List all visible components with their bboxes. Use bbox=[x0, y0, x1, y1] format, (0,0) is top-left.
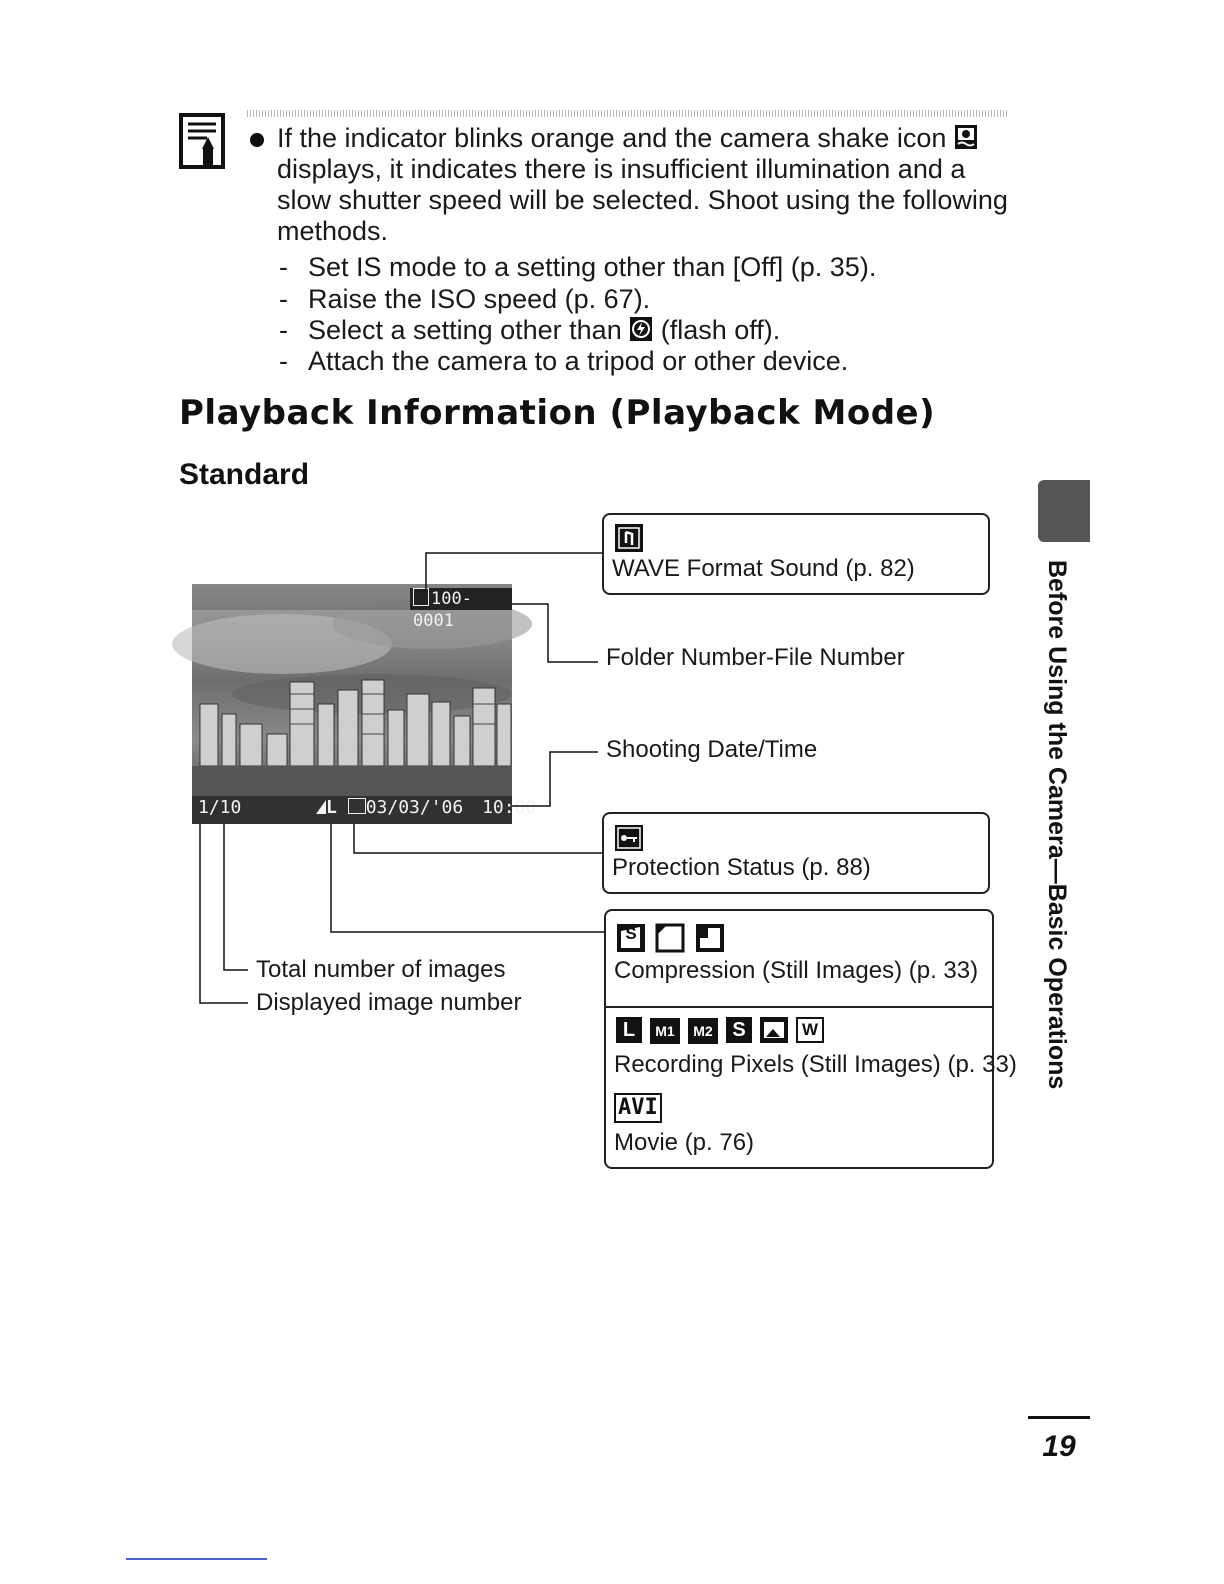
recording-pixel-icons bbox=[616, 1017, 824, 1044]
protection-status-box bbox=[602, 812, 990, 894]
section-subtitle: Standard bbox=[179, 458, 310, 491]
callout-shooting-datetime: Shooting Date/Time bbox=[606, 736, 818, 763]
wave-format-label: WAVE Format Sound (p. 82) bbox=[612, 555, 915, 582]
small-pixel-icon: S bbox=[726, 1017, 752, 1043]
file-number-display: 100-0001 bbox=[410, 588, 512, 610]
recording-pixels-label: Recording Pixels (Still Images) (p. 33) bbox=[614, 1051, 1017, 1078]
wave-sound-icon bbox=[614, 523, 644, 553]
note-text-cont: displays, it indicates there is insufficient illumination and a slow shutter speed will be selected. Shoot using the following methods. bbox=[277, 154, 1008, 246]
callout-total-images: Total number of images bbox=[256, 956, 506, 983]
compression-pixels-box bbox=[604, 909, 1017, 1169]
medium2-pixel-icon: M2 bbox=[688, 1018, 718, 1044]
wave-format-box bbox=[602, 513, 990, 595]
time-display: 10:00 bbox=[482, 797, 537, 818]
box-divider bbox=[606, 1006, 992, 1008]
callout-folder-file: Folder Number-File Number bbox=[606, 644, 905, 671]
image-counter: 1/10 bbox=[198, 797, 242, 818]
protection-label: Protection Status (p. 88) bbox=[612, 854, 871, 881]
section-title: Playback Information (Playback Mode) bbox=[179, 393, 936, 433]
protection-icon bbox=[614, 824, 644, 852]
note-text: If the indicator blinks orange and the camera shake icon bbox=[277, 123, 947, 153]
date-display: 03/03/'06 bbox=[365, 797, 464, 818]
postcard-pixel-icon bbox=[760, 1017, 788, 1043]
screen-status-bar: L 03/03/'06 10:00 bbox=[316, 796, 536, 820]
compression-label: Compression (Still Images) (p. 33) bbox=[614, 957, 979, 984]
callout-displayed-image: Displayed image number bbox=[256, 989, 522, 1016]
chapter-title-text: Before Using the Camera—Basic Operations bbox=[1043, 560, 1071, 1090]
page-number: 19 bbox=[1042, 1430, 1076, 1463]
medium1-pixel-icon: M1 bbox=[650, 1018, 680, 1044]
movie-label: Movie (p. 76) bbox=[614, 1129, 755, 1156]
page-number-rule bbox=[1028, 1416, 1090, 1419]
avi-movie-icon: AVI bbox=[614, 1093, 662, 1123]
large-pixel-icon: L bbox=[616, 1017, 642, 1043]
chapter-title bbox=[1039, 560, 1079, 1160]
chapter-tab bbox=[1038, 480, 1090, 542]
footer-rule bbox=[126, 1558, 267, 1560]
widescreen-pixel-icon: W bbox=[796, 1017, 824, 1043]
compression-superfine-label: S bbox=[625, 924, 637, 943]
